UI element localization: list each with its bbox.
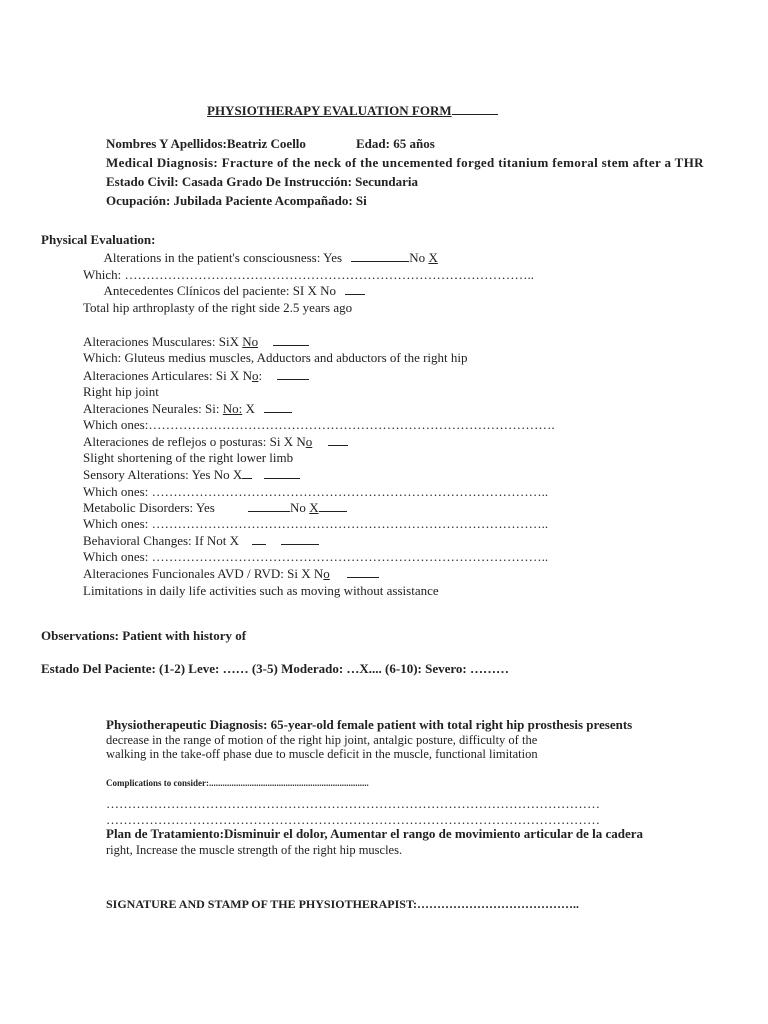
dotted-line-2: …………………………………………………………………………………………………… [106, 812, 600, 827]
signature-line: SIGNATURE AND STAMP OF THE PHYSIOTHERAPIST:………………………………….. [106, 897, 580, 911]
which-sensory: Which ones: ……………………………………………………………………………….. [83, 484, 549, 499]
physio-diagnosis-line3: walking in the take-off phase due to muscle deficit in the muscle, functional limitation [106, 747, 538, 761]
neurales-blank [264, 402, 292, 413]
metabolic-blank-end [319, 501, 347, 512]
form-title: PHYSIOTHERAPY EVALUATION FORM [207, 103, 498, 118]
occupation: Ocupación: Jubilada Paciente Acompañado: Si [106, 193, 367, 208]
metabolic-row: Metabolic Disorders: Yes No X [83, 500, 347, 516]
medical-diagnosis: Medical Diagnosis: Fracture of the neck of the uncemented forged titanium femoral stem after a THR [106, 155, 704, 170]
neurales-row: Alteraciones Neurales: Si: No: X [83, 401, 292, 417]
antecedentes-blank [345, 284, 365, 295]
sensory-blank [264, 468, 300, 479]
behavioral-row: Behavioral Changes: If Not X [83, 533, 319, 549]
funcionales-blank [347, 567, 379, 578]
antecedentes-row: Antecedentes Clínicos del paciente: SI X No [83, 283, 365, 299]
musculares-blank [273, 335, 309, 346]
which-consciousness: Which: ………………………………………………………………………………….. [83, 267, 535, 282]
behavioral-blank-short [252, 534, 266, 545]
patient-status-scale: Estado Del Paciente: (1-2) Leve: …… (3-5) Moderado: …X.... (6-10): Severo: ……… [41, 661, 510, 676]
patient-age: Edad: 65 años [356, 136, 435, 151]
funcionales-row: Alteraciones Funcionales AVD / RVD: Si X No [83, 566, 379, 582]
reflejos-row: Alteraciones de reflejos o posturas: Si X No [83, 434, 348, 450]
physio-diagnosis-line2: decrease in the range of motion of the right hip joint, antalgic posture, difficulty of the [106, 733, 538, 747]
patient-name: Nombres Y Apellidos:Beatriz Coello [106, 136, 306, 151]
physio-diagnosis-line1: Physiotherapeutic Diagnosis: 65-year-old female patient with total right hip prosthesis presents [106, 717, 633, 732]
civil-status: Estado Civil: Casada Grado De Instrucción: Secundaria [106, 174, 419, 189]
observations: Observations: Patient with history of [41, 628, 247, 643]
treatment-plan-line1: Plan de Tratamiento:Disminuir el dolor, Aumentar el rango de movimiento articular de la cadera [106, 826, 644, 841]
consciousness-blank [351, 251, 409, 262]
metabolic-blank [248, 501, 290, 512]
complications: Complications to consider:....................................................................... [106, 778, 369, 788]
physical-evaluation-heading: Physical Evaluation: [41, 232, 156, 247]
affected-joint: Right hip joint [83, 384, 159, 399]
dotted-line-1: …………………………………………………………………………………………………… [106, 796, 600, 811]
musculares-row: Alteraciones Musculares: SiX No [83, 334, 309, 350]
behavioral-blank [281, 534, 319, 545]
treatment-plan-line2: right, Increase the muscle strength of the right hip muscles. [106, 843, 403, 857]
consciousness-row: Alterations in the patient's consciousness: Yes No X [103, 250, 438, 265]
title-underline [452, 104, 498, 115]
sensory-row: Sensory Alterations: Yes No X [83, 467, 300, 483]
which-musculares: Which: Gluteus medius muscles, Adductors and abductors of the right hip [83, 350, 468, 365]
daily-limitations: Limitations in daily life activities such as moving without assistance [83, 583, 439, 598]
articulares-blank [277, 369, 309, 380]
clinical-history: Total hip arthroplasty of the right side 2.5 years ago [83, 300, 353, 315]
articulares-row: Alteraciones Articulares: Si X No: [83, 368, 309, 384]
reflejos-blank [328, 435, 348, 446]
which-neurales: Which ones:…………………………………………………………………………………. [83, 417, 555, 432]
which-behavioral: Which ones: ……………………………………………………………………………….. [83, 549, 549, 564]
which-metabolic: Which ones: ……………………………………………………………………………….. [83, 516, 549, 531]
limb-shortening: Slight shortening of the right lower limb [83, 450, 294, 465]
sensory-blank-short [242, 468, 252, 479]
